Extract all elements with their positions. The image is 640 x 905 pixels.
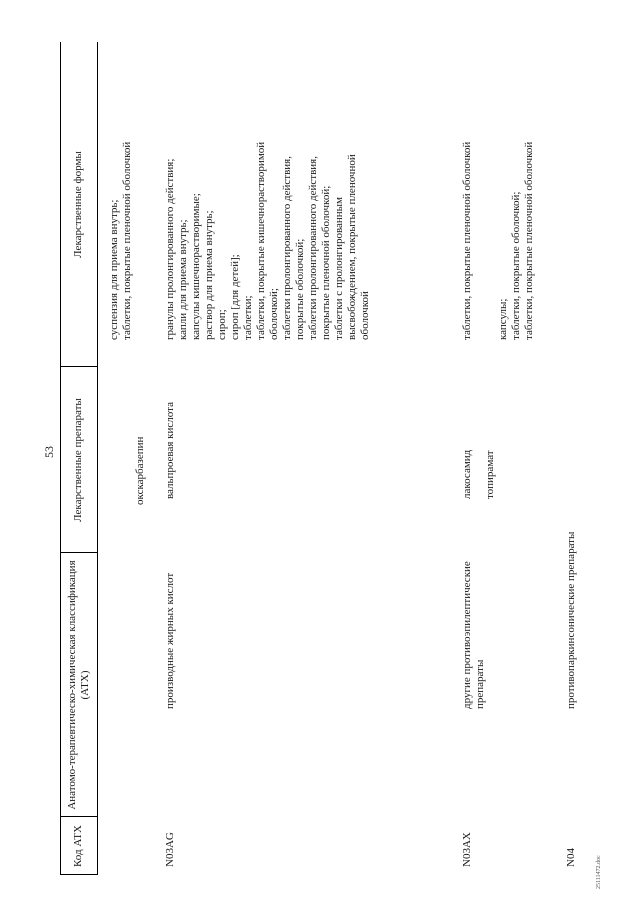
- form-line: суспензия для приема внутрь;: [108, 199, 120, 340]
- form-line: таблетки с пролонгированным: [333, 196, 345, 340]
- form-line: таблетки, покрытые кишечнорастворимой: [255, 141, 267, 340]
- form-line: таблетки пролонгированного действия,: [281, 156, 293, 340]
- form-line: гранулы пролонгированного действия;: [164, 158, 176, 340]
- classification-other-antiepileptics: другие противоэпилептические: [461, 561, 473, 709]
- classification-antiparkinsonian: противопаркинсонические препараты: [565, 531, 577, 709]
- form-line: покрытые пленочной оболочкой;: [320, 185, 332, 340]
- form-line: таблетки, покрытые пленочной оболочкой: [523, 141, 535, 340]
- classification-fatty-acids: производные жирных кислот: [164, 572, 176, 709]
- header-forms: Лекарственные формы: [72, 151, 84, 258]
- classification-other-antiepileptics-cont: препараты: [474, 659, 486, 709]
- drug-topiramate: топирамат: [484, 450, 496, 499]
- table-top-border: [60, 42, 61, 875]
- form-line: сироп [для детей];: [229, 254, 241, 340]
- drug-valproic-acid: вальпроевая кислота: [164, 402, 176, 499]
- form-line: высвобождением, покрытые пленочной: [346, 154, 358, 340]
- drug-lacosamide: лакосамид: [461, 449, 473, 499]
- form-line: таблетки;: [242, 295, 254, 340]
- form-line: раствор для приема внутрь;: [203, 210, 215, 340]
- form-line: оболочкой;: [268, 288, 280, 340]
- atx-code-n04: N04: [565, 848, 577, 867]
- document-footer: 25111472.doc: [596, 855, 602, 889]
- form-line: таблетки, покрытые пленочной оболочкой: [121, 141, 133, 340]
- form-line: покрытые оболочкой;: [294, 238, 306, 340]
- header-classification: Анатомо-терапевтическо-химическая классификация (АТХ): [66, 560, 91, 810]
- form-line: капсулы кишечнорастворимые;: [190, 193, 202, 340]
- form-line: таблетки, покрытые пленочной оболочкой: [461, 141, 473, 340]
- atx-code-n03ax: N03AX: [461, 832, 473, 867]
- form-line: оболочкой: [359, 291, 371, 340]
- page-number: 53: [42, 446, 56, 458]
- atx-code-n03ag: N03AG: [164, 832, 176, 867]
- header-code: Код АТХ: [72, 825, 84, 867]
- form-line: таблетки, покрытые оболочкой;: [510, 191, 522, 340]
- drug-oxcarbazepine: окскарбазепин: [134, 436, 146, 505]
- form-line: капли для приема внутрь;: [177, 219, 189, 340]
- header-drugs: Лекарственные препараты: [72, 398, 84, 522]
- table-bottom-border: [97, 42, 98, 875]
- form-line: капсулы;: [497, 298, 509, 340]
- form-line: сироп;: [216, 309, 228, 340]
- form-line: таблетки пролонгированного действия,: [307, 156, 319, 340]
